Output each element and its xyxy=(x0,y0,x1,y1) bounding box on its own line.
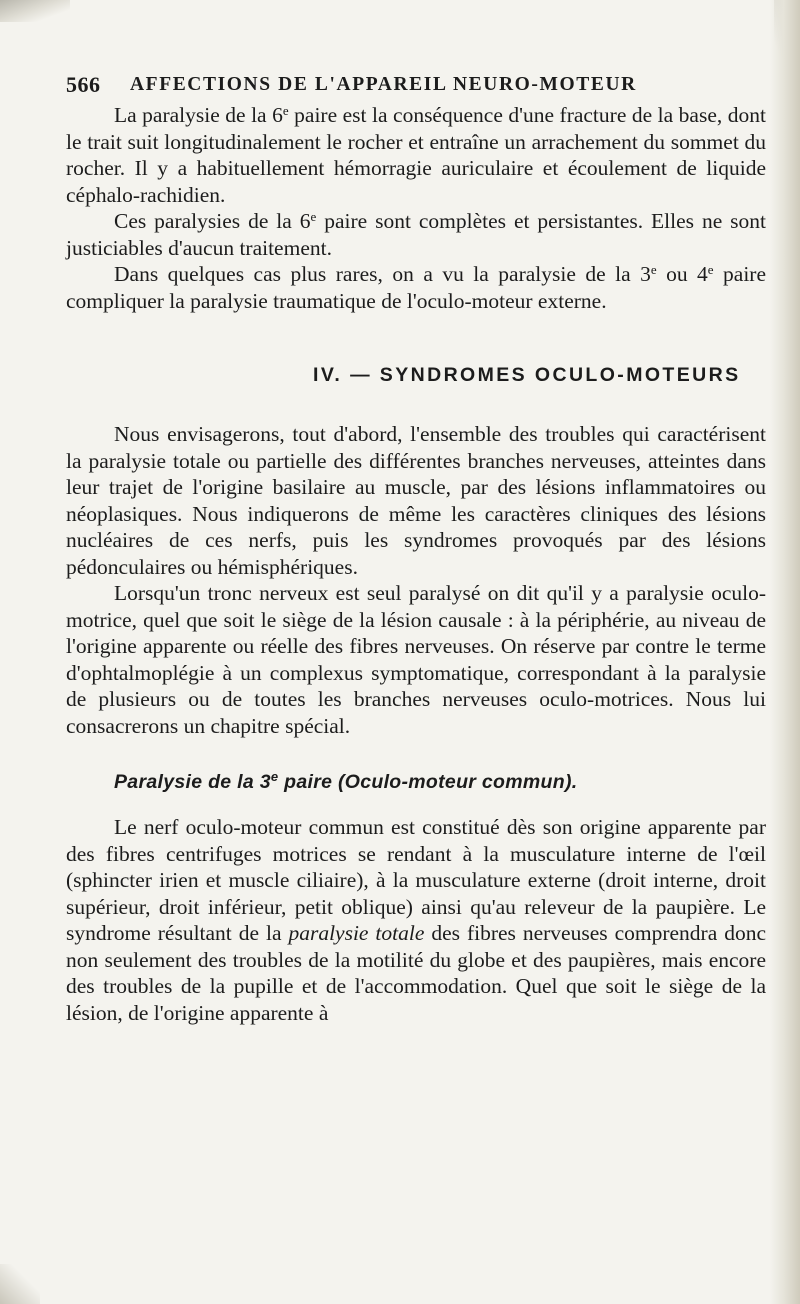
paragraph-2-text-b: paire sont complètes et persistantes. Elles ne sont justiciables d'aucun traitement. xyxy=(66,209,767,260)
paragraph-6 xyxy=(66,814,766,1026)
paragraph-2-superscript: e xyxy=(310,209,317,224)
paragraph-6-text-b: des fibres nerveuses comprendra donc non seulement des troubles de la motilité du globe et des paupières, mais encore des troubles de la pupille et de l'accommodation. Quel que soit le siège de la lésion, de l'origine apparente à xyxy=(66,921,766,1025)
paragraph-3-text-c: paire compliquer la paralysie traumatique de l'oculo-moteur externe. xyxy=(66,262,767,313)
page-body xyxy=(66,102,766,1026)
paragraph-3-superscript-2: e xyxy=(707,262,714,277)
paragraph-1 xyxy=(66,102,766,208)
page-header xyxy=(66,72,766,102)
paragraph-2 xyxy=(66,208,766,261)
paragraph-6-emphasis: paralysie totale xyxy=(288,921,425,945)
paragraph-3-superscript-1: e xyxy=(650,262,657,277)
subsection-title-superscript: e xyxy=(270,769,279,784)
page-corner-shadow-bottom xyxy=(0,1264,40,1304)
page-corner-shadow xyxy=(0,0,70,22)
section-title: IV. — SYNDROMES OCULO-MOTEURS xyxy=(313,364,741,386)
book-page xyxy=(66,72,766,1026)
paragraph-3 xyxy=(66,261,766,314)
subsection-title-text-b: paire (Oculo-moteur commun). xyxy=(278,771,578,793)
paragraph-6-text-a: Le nerf oculo-moteur commun est constitué dès son origine apparente par des fibres centrifuges motrices se rendant à la musculature interne de l'œil (sphincter irien et muscle ciliaire), à la musculature externe (droit interne, droit supérieur, droit inférieur, petit oblique) ainsi qu'au releveur de la paupière. Le syndrome résultant de la xyxy=(66,815,766,945)
page-edge-shadow xyxy=(770,0,800,1304)
paragraph-5: Lorsqu'un tronc nerveux est seul paralysé on dit qu'il y a paralysie oculo-motrice, quel que soit le siège de la lésion causale : à la périphérie, au niveau de l'origine apparente ou réelle des fibres nerveuses. On réserve par contre le terme d'ophtalmoplégie à un complexus symptomatique, correspondant à la paralysie de plusieurs ou de toutes les branches nerveuses oculo-motrices. Nous lui consacrerons un chapitre spécial. xyxy=(66,581,766,738)
running-title: AFFECTIONS DE L'APPAREIL NEURO-MOTEUR xyxy=(130,74,637,95)
paragraph-4: Nous envisagerons, tout d'abord, l'ensemble des troubles qui caractérisent la paralysie totale ou partielle des différentes branches nerveuses, atteintes dans leur trajet de l'origine basilaire au muscle, par des lésions inflammatoires ou néoplasiques. Nous indiquerons de même les caractères cliniques des lésions nucléaires de ces nerfs, puis les syndromes provoqués par des lésions pédonculaires ou hémisphériques. xyxy=(66,422,766,579)
paragraph-1-text-a: La paralysie de la 6 xyxy=(114,103,283,127)
paragraph-1-superscript: e xyxy=(282,103,289,118)
subsection-title xyxy=(66,771,766,794)
paragraph-2-text-a: Ces paralysies de la 6 xyxy=(114,209,311,233)
paragraph-3-text-b: ou 4 xyxy=(656,262,708,286)
subsection-title-text-a: Paralysie de la 3 xyxy=(114,771,271,793)
paragraph-3-text-a: Dans quelques cas plus rares, on a vu la paralysie de la 3 xyxy=(114,262,651,286)
page-number: 566 xyxy=(66,72,101,97)
paragraph-1-text-b: paire est la conséquence d'une fracture de la base, dont le trait suit longitudinalement le rocher et entraîne un arrachement du sommet du rocher. Il y a habituellement hémorragie auriculaire et écoulement de liquide céphalo-rachidien. xyxy=(66,103,766,207)
